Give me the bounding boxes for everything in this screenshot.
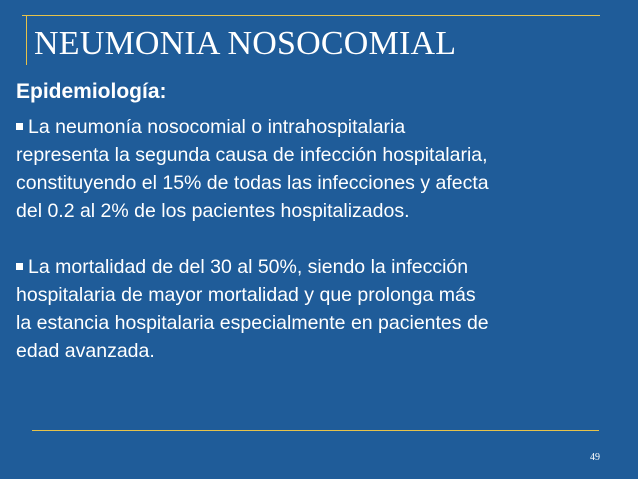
paragraph-line: del 0.2 al 2% de los pacientes hospitalizados. [16,200,410,222]
bottom-divider [32,430,599,431]
paragraph-line: la estancia hospitalaria especialmente en pacientes de [16,312,489,334]
bullet-paragraph [16,253,626,365]
top-divider [22,15,600,16]
section-heading: Epidemiología: [16,80,167,103]
paragraph-line: constituyendo el 15% de todas las infecciones y afecta [16,172,489,194]
square-bullet-icon [16,123,23,130]
paragraph-line: representa la segunda causa de infección hospitalaria, [16,144,488,166]
slide-title: NEUMONIA NOSOCOMIAL [34,25,457,62]
paragraph-line: edad avanzada. [16,340,155,362]
paragraph-line: La neumonía nosocomial o intrahospitalaria [28,116,406,138]
bullet-paragraph [16,113,626,225]
title-side-divider [26,15,27,65]
page-number: 49 [590,452,600,463]
slide-content [16,78,626,365]
paragraph-line: hospitalaria de mayor mortalidad y que prolonga más [16,284,476,306]
paragraph-line: La mortalidad de del 30 al 50%, siendo la infección [28,256,469,278]
square-bullet-icon [16,263,23,270]
